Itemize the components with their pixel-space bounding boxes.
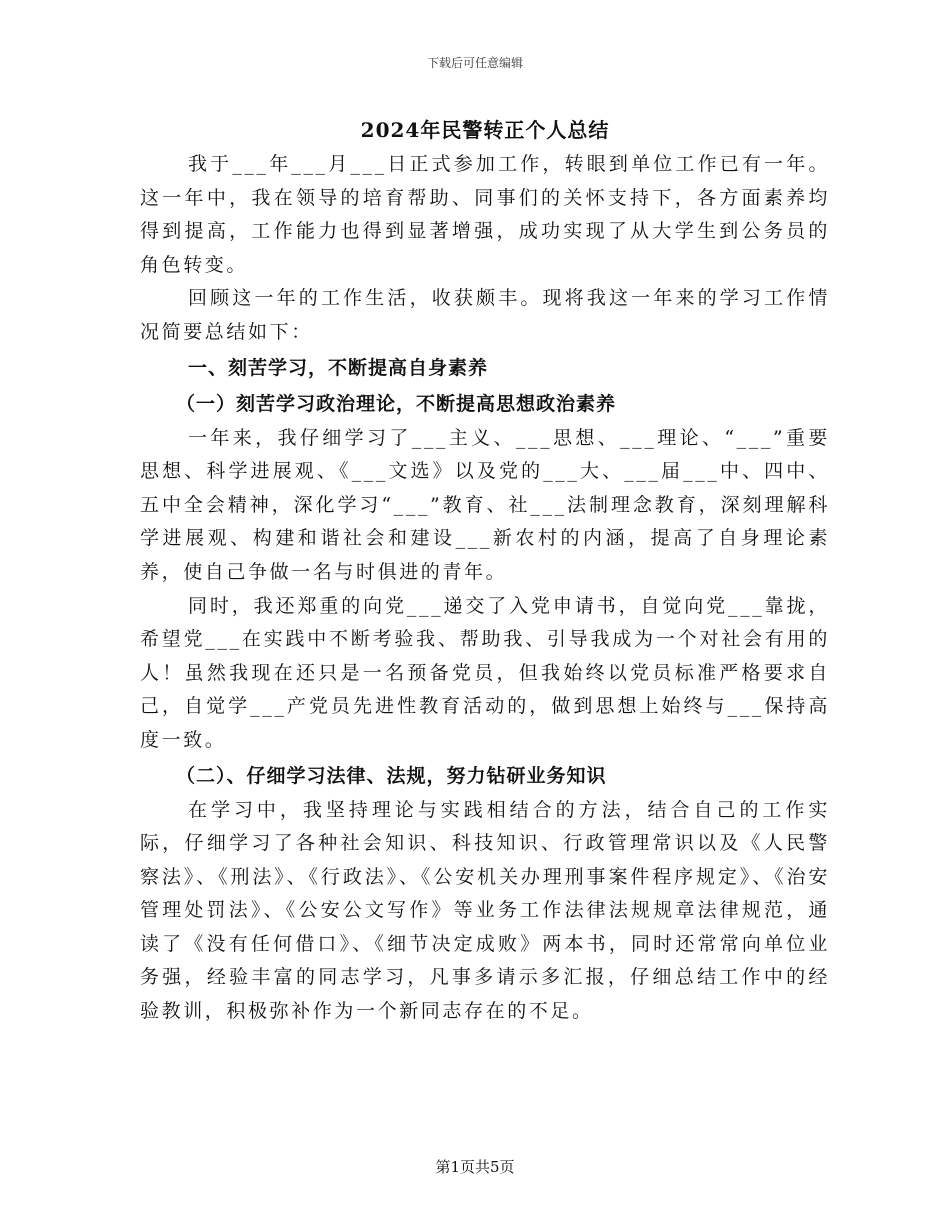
- paragraph-political-study: 一年来，我仔细学习了___主义、___思想、___理论、“___”重要思想、科学进展观、《___文选》以及党的___大、___届___中、四中、五中全会精神，深化学习“___”教育、社___法制理念教育，深刻理解科学进展观、构建和谐社会和建设___新农村的内涵，提高了自身理论素养，使自己争做一名与时俱进的青年。: [140, 426, 830, 583]
- document-title: 2024年民警转正个人总结: [360, 118, 610, 142]
- header-note: 下载后可任意编辑: [426, 56, 523, 70]
- subsection-heading-2: （二）、仔细学习法律、法规，努力钻研业务知识: [176, 764, 607, 787]
- section-heading-1: 一、刻苦学习，不断提高自身素养: [188, 356, 489, 379]
- paragraph-legal-study: 在学习中，我坚持理论与实践相结合的方法，结合自己的工作实际，仔细学习了各种社会知识、科技知识、行政管理常识以及《人民警察法》、《刑法》、《行政法》、《公安机关办理刑事案件程序规定》、《治安管理处罚法》、《公安公文写作》等业务工作法律法规规章法律规范，通读了《没有任何借口》、《细节决定成败》两本书，同时还常常向单位业务强，经验丰富的同志学习，凡事多请示多汇报，仔细总结工作中的经验教训，积极弥补作为一个新同志存在的不足。: [140, 798, 830, 1023]
- document-body: [140, 112, 830, 1029]
- paragraph-party-application: 同时，我还郑重的向党___递交了入党申请书，自觉向党___靠拢，希望党___在实践中不断考验我、帮助我、引导我成为一个对社会有用的人！虽然我现在还只是一名预备党员，但我始终以党员标准严格要求自己，自觉学___产党员先进性教育活动的，做到思想上始终与___保持高度一致。: [140, 594, 830, 751]
- paragraph-intro: 我于___年___月___日正式参加工作，转眼到单位工作已有一年。这一年中，我在领导的培育帮助、同事们的关怀支持下，各方面素养均得到提高，工作能力也得到显著增强，成功实现了从大学生到公务员的角色转变。: [140, 153, 830, 276]
- paragraph-review: 回顾这一年的工作生活，收获颇丰。现将我这一年来的学习工作情况简要总结如下：: [140, 287, 830, 343]
- subsection-heading-1: （一）刻苦学习政治理论，不断提高思想政治素养: [176, 392, 617, 415]
- page-number-footer: 第1页共5页: [435, 1158, 515, 1176]
